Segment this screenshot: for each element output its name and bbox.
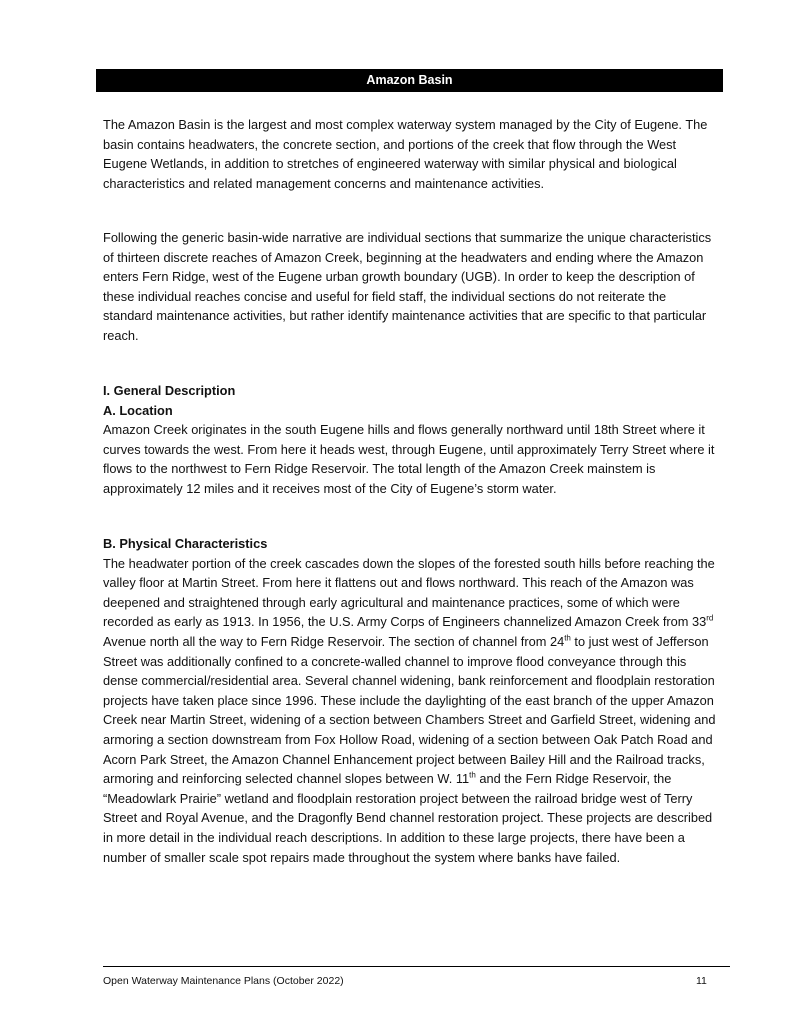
physical-text: [103, 554, 717, 868]
superscript-rd: rd: [706, 614, 714, 624]
subheading-location: A. Location: [103, 402, 173, 418]
intro-paragraph-1: The Amazon Basin is the largest and most complex waterway system managed by the City of Eugene. The basin contains headwaters, the concrete section, and portions of the creek that flow through the West Eugene Wetlands, in addition to stretches of engineered waterway with similar physical and biological characteristics and related management concerns and maintenance activities.: [103, 117, 708, 191]
physical-characteristics: [103, 534, 717, 867]
section-banner: [96, 69, 723, 92]
general-description: [103, 381, 717, 499]
location-text: Amazon Creek originates in the south Eugene hills and flows generally northward until 18th Street where it curves towards the west. From here it heads west, through Eugene, until approximately Terry Street where it flows to the northwest to Fern Ridge Reservoir. The total length of the Amazon Creek mainstem is approximately 12 miles and it receives most of the City of Eugene’s storm water.: [103, 422, 715, 496]
physical-text-part-1: The headwater portion of the creek cascades down the slopes of the forested south hills before reaching the valley floor at Martin Street. From here it flattens out and flows northward. This reach of the Amazon was deepened and straightened through early agricultural and maintenance practices, some of which were recorded as early as 1913. In 1956, the U.S. Army Corps of Engineers channelized Amazon Creek from 33: [103, 555, 715, 630]
section-heading: I. General Description: [103, 383, 236, 398]
banner-title: Amazon Basin: [366, 73, 453, 87]
superscript-th-1: th: [564, 633, 571, 643]
physical-text-part-3: to just west of Jefferson Street was additionally confined to a concrete-walled channel to improve flood conveyance through this dense commercial/residential area. Several channel widening, bank reinforcement and floodplain restoration projects have taken place since 1996. These include the daylighting of the east branch of the upper Amazon Creek near Martin Street, widening of a section between Chambers Street and Garfield Street, widening and armoring a section downstream from Fox Hollow Road, widening of a section between Oak Patch Road and Acorn Park Street, the Amazon Channel Enhancement project between Bailey Hill and the Railroad tracks, armoring and reinforcing selected channel slopes between W. 11: [103, 633, 716, 787]
page-number: 11: [696, 975, 707, 987]
subheading-physical: B. Physical Characteristics: [103, 536, 268, 551]
intro-paragraph-2: Following the generic basin-wide narrative are individual sections that summarize the unique characteristics of thirteen discrete reaches of Amazon Creek, beginning at the headwaters and ending where the Amazon enters Fern Ridge, west of the Eugene urban growth boundary (UGB). In order to keep the description of these individual reaches concise and useful for field staff, the individual sections do not reiterate the standard maintenance activities, but rather identify maintenance activities that are specific to that particular reach.: [103, 230, 712, 343]
footer-title: Open Waterway Maintenance Plans (October 2022): [103, 975, 344, 987]
superscript-th-2: th: [469, 770, 476, 780]
physical-text-part-4: and the Fern Ridge Reservoir, the “Meadowlark Prairie” wetland and floodplain restoration project between the railroad bridge west of Terry Street and Royal Avenue, and the Dragonfly Bend channel restoration project. These projects are described in more detail in the individual reach descriptions. In addition to these large projects, there have been a number of smaller scale spot repairs made throughout the system where banks have failed.: [103, 771, 713, 865]
footer-divider: [103, 966, 730, 967]
physical-text-part-2: Avenue north all the way to Fern Ridge Reservoir. The section of channel from 24: [103, 633, 565, 649]
